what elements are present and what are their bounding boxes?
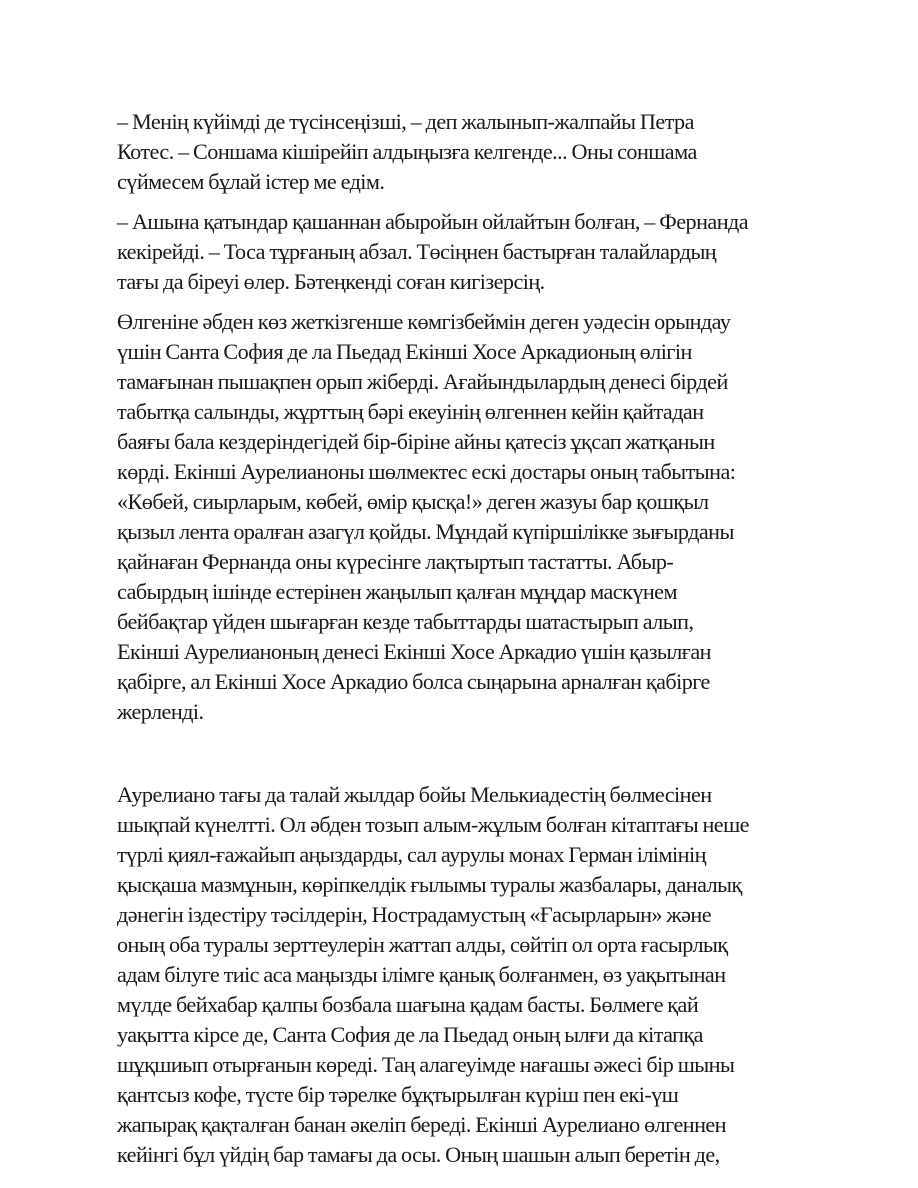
text-line: түрлі қиял-ғажайып аңыздарды, сал аурулы монах Герман ілімінің <box>117 842 706 867</box>
text-line: қайнаған Фернанда оны күресінге лақтыртып тастатты. Абыр- <box>117 549 674 574</box>
text-line: «Көбей, сиырларым, көбей, өмір қысқа!» деген жазуы бар қошқыл <box>117 489 709 514</box>
text-line: адам білуге тиіс аса маңызды ілімге қанық болғанмен, өз уақытынан <box>117 962 726 987</box>
text-line: дәнегін іздестіру тәсілдерін, Нострадамустың «Ғасырларын» және <box>117 902 712 927</box>
text-line: жапырақ қақталған банан әкеліп береді. Екінші Аурелиано өлгеннен <box>117 1112 727 1137</box>
text-line: Өлгеніне әбден көз жеткізгенше көмгізбеймін деген уәдесін орындау <box>117 309 731 334</box>
text-line: баяғы бала кездеріндегідей бір-біріне айны қатесіз ұқсап жатқанын <box>117 429 715 454</box>
text-line: сабырдың ішінде естерінен жаңылып қалған мұңдар маскүнем <box>117 579 677 604</box>
text-line: уақытта кірсе де, Санта София де ла Пьедад оның ылғи да кітапқа <box>117 1022 703 1047</box>
text-line: Котес. – Соншама кішірейіп алдыңызға келгенде... Оны соншама <box>117 139 697 164</box>
text-line: кекірейді. – Тоса тұрғаның абзал. Төсіңнен бастырған талайлардың <box>117 239 717 264</box>
text-line: қабірге, ал Екінші Хосе Аркадио болса сыңарына арналған қабірге <box>117 669 710 694</box>
text-line: үшін Санта София де ла Пьедад Екінші Хосе Аркадионың өлігін <box>117 339 692 364</box>
paragraph-aureliano-studies <box>117 780 797 1170</box>
text-line: мүлде бейхабар қалпы бозбала шағына қадам басты. Бөлмеге қай <box>117 992 699 1017</box>
text-line: – Ашына қатындар қашаннан абыройын ойлайтын болған, – Фернанда <box>117 209 749 234</box>
text-line: тағы да біреуі өлер. Бәтеңкенді соған кигізерсің. <box>117 269 545 294</box>
text-line: Екінші Аурелианоның денесі Екінші Хосе Аркадио үшін қазылған <box>117 639 711 664</box>
document-page <box>117 107 797 1180</box>
paragraph-fernanda-dialogue <box>117 207 797 297</box>
paragraph-burial <box>117 307 797 727</box>
text-line: табытқа салынды, жұрттың бәрі екеуінің өлгеннен кейін қайтадан <box>117 399 704 424</box>
text-line: жерленді. <box>117 699 204 724</box>
text-line: Аурелиано тағы да талай жылдар бойы Мелькиадестің бөлмесінен <box>117 782 712 807</box>
text-line: қантсыз кофе, түсте бір тәрелке бұқтырылған күріш пен екі-үш <box>117 1082 679 1107</box>
text-line: қысқаша мазмұнын, көріпкелдік ғылымы туралы жазбалары, даналық <box>117 872 742 897</box>
text-line: – Менің күйімді де түсінсеңізші, – деп жалынып-жалпайы Петра <box>117 109 694 134</box>
text-line: шықпай күнелтті. Ол әбден тозып алым-жұлым болған кітаптағы неше <box>117 812 749 837</box>
text-line: кейінгі бұл үйдің бар тамағы да осы. Оның шашын алып беретін де, <box>117 1142 720 1167</box>
text-line: оның оба туралы зерттеулерін жаттап алды, сөйтіп ол орта ғасырлық <box>117 932 728 957</box>
text-line: қызыл лента оралған азагүл қойды. Мұндай күпіршілікке зығырданы <box>117 519 734 544</box>
text-line: тамағынан пышақпен орып жіберді. Ағайындылардың денесі бірдей <box>117 369 728 394</box>
text-line: көрді. Екінші Аурелианоны шөлмектес ескі достары оның табытына: <box>117 459 736 484</box>
paragraph-petra-dialogue <box>117 107 797 197</box>
section-break <box>117 737 797 780</box>
text-line: сүймесем бұлай істер ме едім. <box>117 169 385 194</box>
text-line: бейбақтар үйден шығарған кезде табыттарды шатастырып алып, <box>117 609 694 634</box>
text-line: шұқшиып отырғанын көреді. Таң алагеуімде нағашы әжесі бір шыны <box>117 1052 735 1077</box>
